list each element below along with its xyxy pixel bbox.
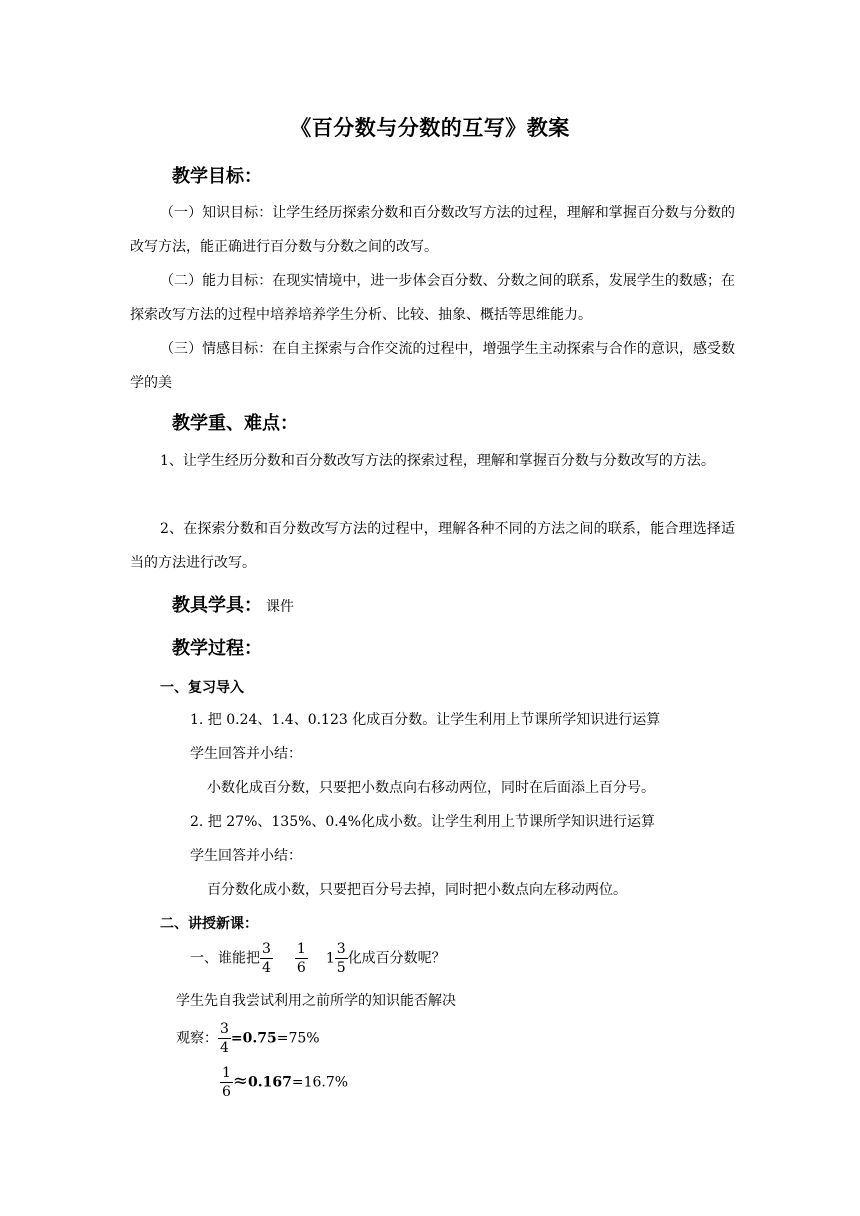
document-title: 《百分数与分数的互写》教案 bbox=[290, 116, 570, 140]
objective-emotion: （三）情感目标：在自主探索与合作交流的过程中，增强学生主动探索与合作的意识，感受数学的美 bbox=[130, 341, 735, 391]
review-question-2: 2. 把 27%、135%、0.4%化成小数。让学生利用上节课所学知识进行运算 bbox=[190, 814, 655, 830]
new-lesson-question: 一、谁能把 $\frac{3}{4}$ $\frac{1}{6}$ 1 $\frac{3}{5}$ 化成百分数呢？ bbox=[190, 941, 446, 976]
objective-knowledge: （一）知识目标：让学生经历探索分数和百分数改写方法的过程，理解和掌握百分数与分数的改写方法，能正确进行百分数与分数之间的改写。 bbox=[130, 205, 735, 255]
section-new-lesson-title: 二、讲授新课： bbox=[160, 916, 258, 932]
review-answer-2: 百分数化成小数，只要把百分号去掉，同时把小数点向左移动两位。 bbox=[207, 882, 627, 898]
objectives-heading: 教学目标： bbox=[172, 166, 262, 187]
fraction-1-6: $\frac{1}{6}$ bbox=[296, 941, 306, 976]
section-review-title: 一、复习导入 bbox=[160, 680, 244, 696]
fraction-3-4: $\frac{3}{4}$ bbox=[262, 941, 271, 976]
tools-value: 课件 bbox=[266, 599, 294, 615]
objective-ability: （二）能力目标：在现实情境中，进一步体会百分数、分数之间的联系，发展学生的数感；在探索改写方法的过程中培养培养学生分析、比较、抽象、概括等思维能力。 bbox=[130, 273, 735, 323]
new-lesson-try: 学生先自我尝试利用之前所学的知识能否解决 bbox=[176, 993, 456, 1009]
review-question-1: 1. 把 0.24、1.4、0.123 化成百分数。让学生利用上节课所学知识进行运算 bbox=[190, 712, 661, 728]
review-answer-1: 小数化成百分数，只要把小数点向右移动两位，同时在后面添上百分号。 bbox=[207, 780, 655, 796]
process-heading: 教学过程： bbox=[172, 638, 262, 659]
eq2-fraction: $\frac{1}{6}$ bbox=[222, 1065, 231, 1100]
keypoint-2: 2、在探索分数和百分数改写方法的过程中，理解各种不同的方法之间的联系，能合理选择适当的方法进行改写。 bbox=[130, 521, 735, 571]
fraction-3-5: $\frac{3}{5}$ bbox=[336, 941, 346, 976]
keypoint-1: 1、让学生经历分数和百分数改写方法的探索过程，理解和掌握百分数与分数改写的方法。 bbox=[160, 453, 715, 469]
review-answer-intro-2: 学生回答并小结： bbox=[190, 848, 302, 864]
observation-eq1: 观察： $\frac{3}{4}$ =0.75=75% bbox=[176, 1021, 320, 1056]
keypoints-heading: 教学重、难点： bbox=[172, 413, 298, 434]
eq1-fraction: $\frac{3}{4}$ bbox=[220, 1021, 229, 1056]
observation-eq2: $\frac{1}{6}$ ≈0.167=16.7% bbox=[222, 1065, 349, 1100]
review-answer-intro-1: 学生回答并小结： bbox=[190, 746, 302, 762]
tools-heading: 教具学具： 课件 bbox=[172, 595, 294, 616]
mixed-number-whole: 1 bbox=[325, 950, 335, 967]
